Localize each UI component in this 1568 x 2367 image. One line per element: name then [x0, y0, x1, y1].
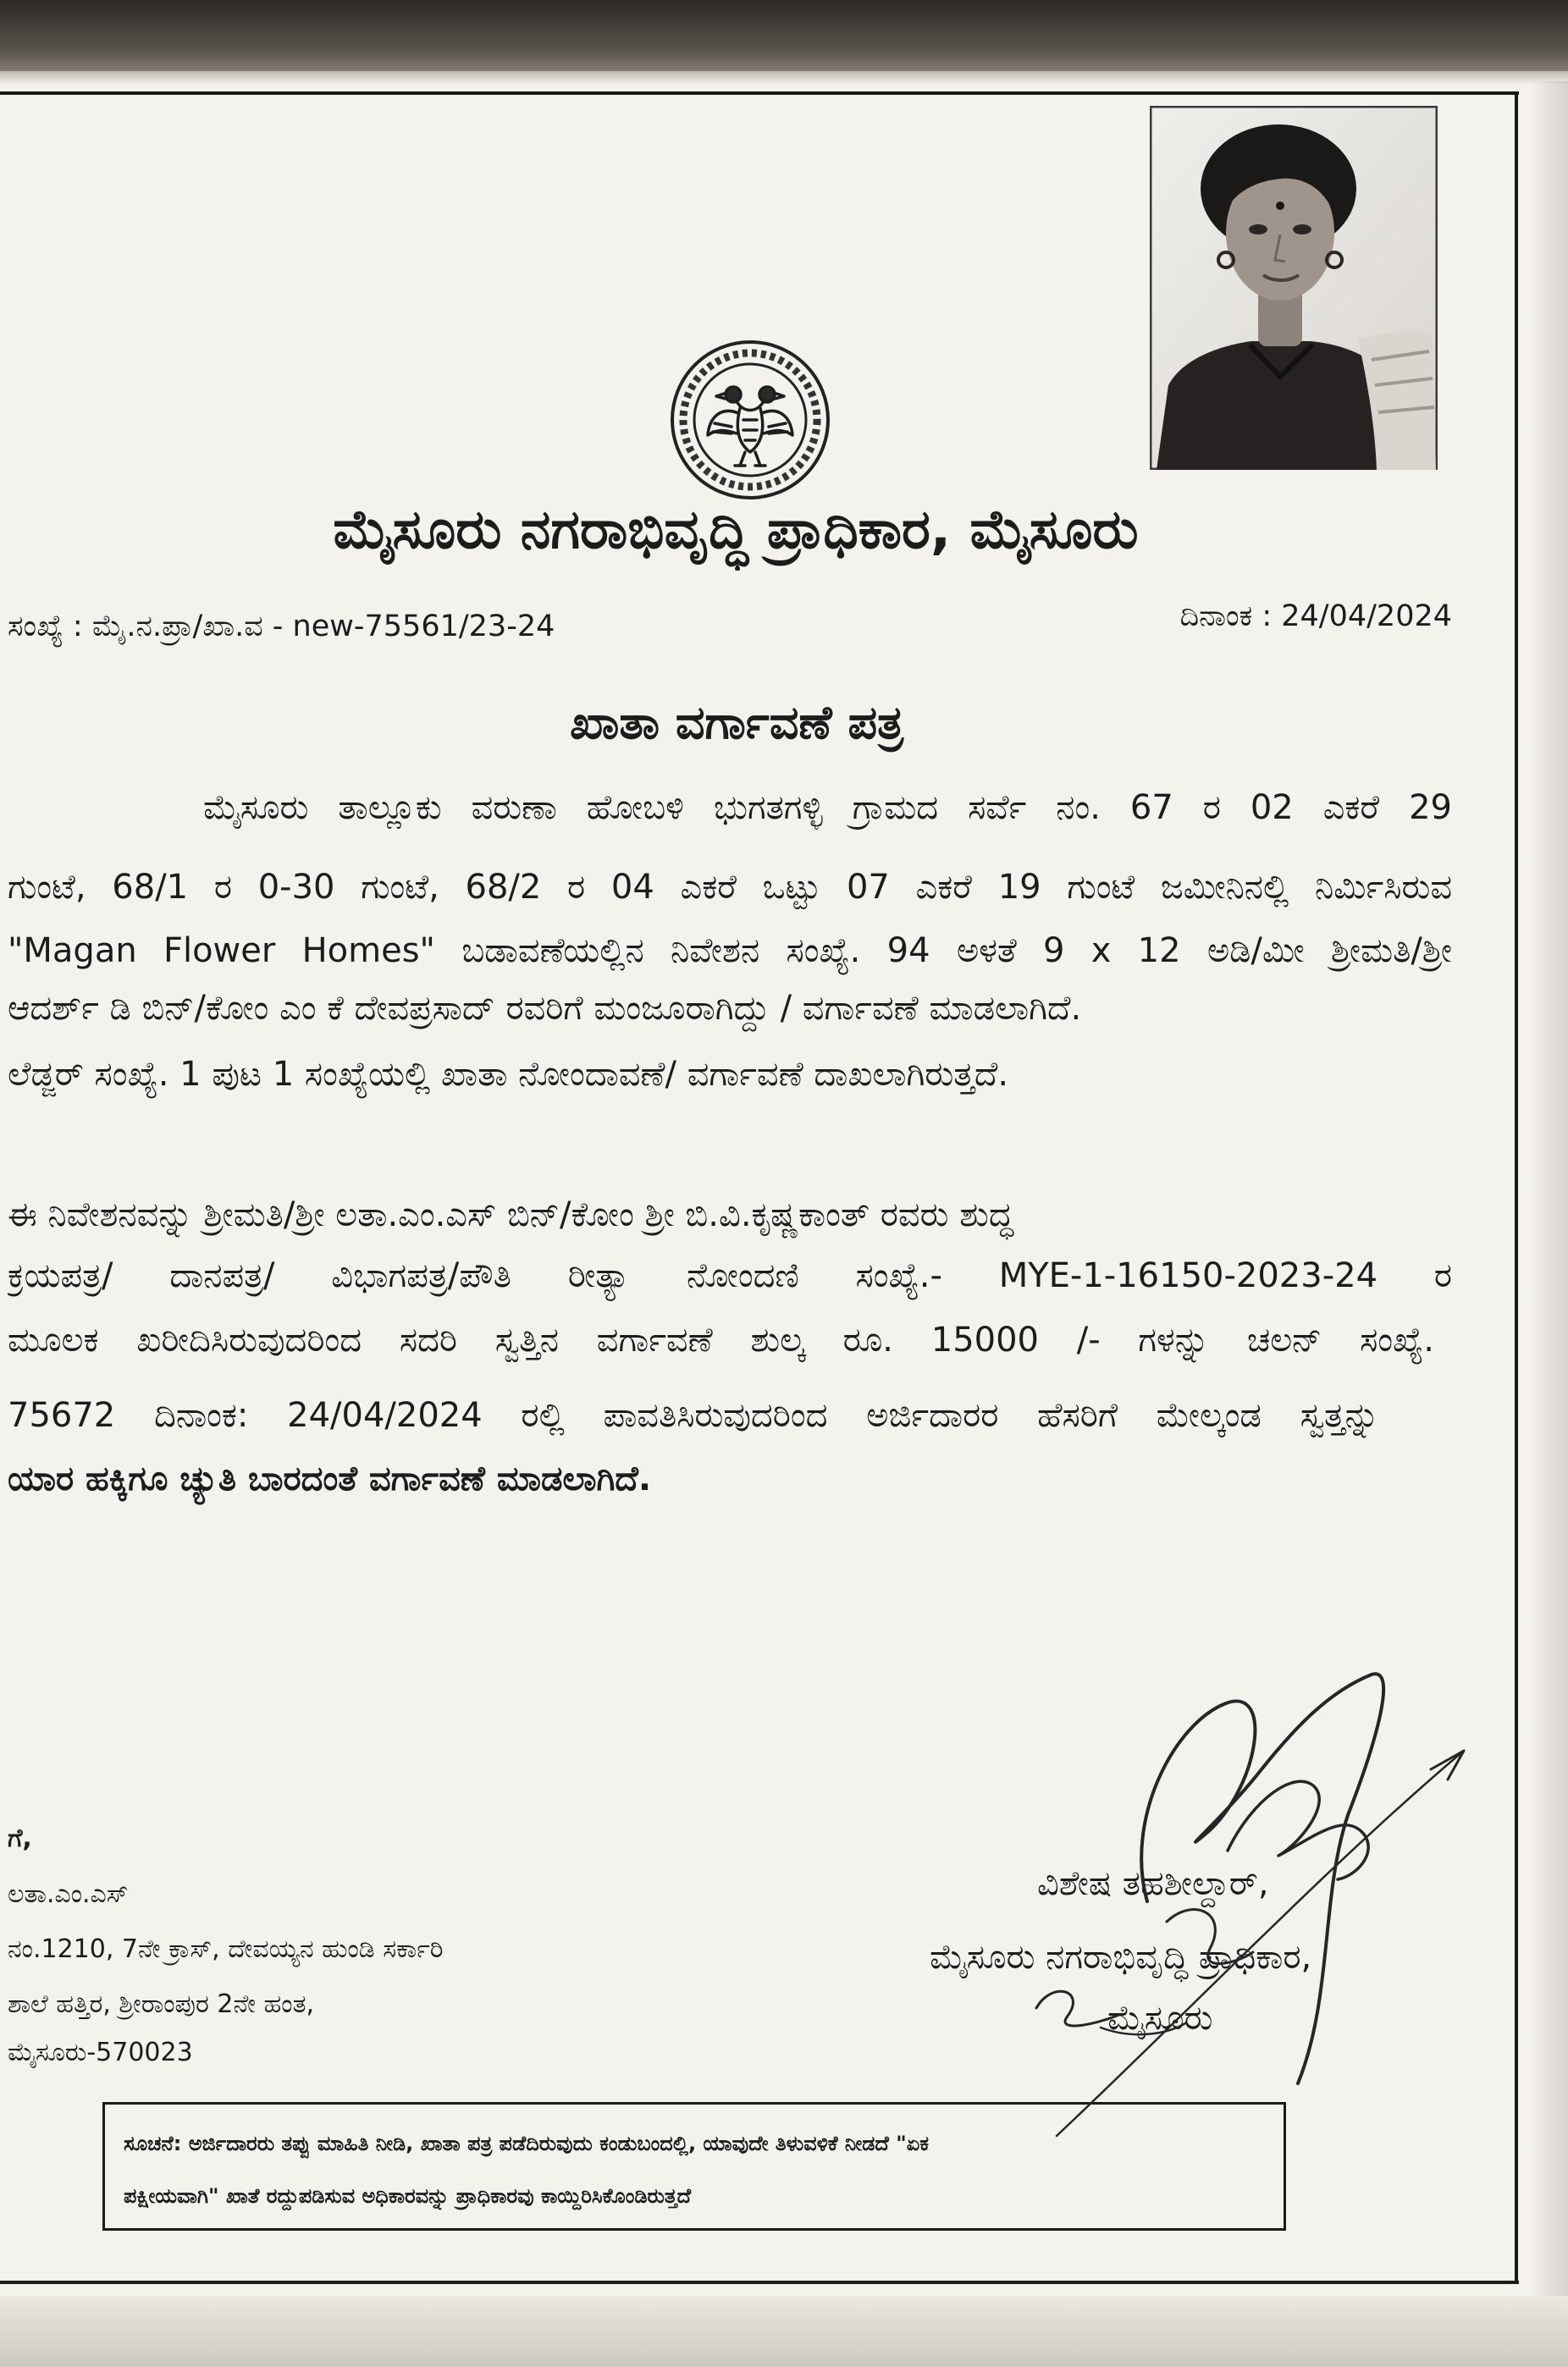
- signatory-designation: ವಿಶೇಷ ತಹಶೀಲ್ದಾರ್,: [1037, 1864, 1269, 1903]
- paragraph-1-line: ಲೆಡ್ಜರ್ ಸಂಖ್ಯೆ. 1 ಪುಟ 1 ಸಂಖ್ಯೆಯಲ್ಲಿ ಖಾತಾ ನೋಂದಾವಣೆ/ ವರ್ಗಾವಣೆ ದಾಖಲಾಗಿರುತ್ತದೆ.: [8, 1055, 1009, 1094]
- paper-bottom-shadow: [0, 2296, 1568, 2367]
- paper-right-shadow: [1529, 81, 1568, 2367]
- paper-top-edge: [0, 71, 1568, 85]
- frame-rule-bottom: [0, 2281, 1519, 2284]
- recipient-address-line: ಮೈಸೂರು-570023: [8, 2038, 193, 2067]
- paragraph-1-line: ಗುಂಟೆ, 68/1 ರ 0-30 ಗುಂಟೆ, 68/2 ರ 04 ಎಕರೆ ಒಟ್ಟು 07 ಎಕರೆ 19 ಗುಂಟೆ ಜಮೀನಿನಲ್ಲಿ ನಿರ್ಮಿಸಿರುವ: [8, 868, 1452, 907]
- reference-number: ಸಂಖ್ಯೆ : ಮೈ.ನ.ಪ್ರಾ/ಖಾ.ವ - new-75561/23-24: [8, 610, 555, 643]
- desk-background: [0, 0, 1568, 76]
- recipient-address-line: ಶಾಲೆ ಹತ್ತಿರ, ಶ್ರೀರಾಂಪುರ 2ನೇ ಹಂತ,: [8, 1989, 315, 2019]
- applicant-photo: [1150, 106, 1438, 470]
- recipient-name: ಲತಾ.ಎಂ.ಎಸ್: [8, 1879, 129, 1909]
- paragraph-1-line: "Magan Flower Homes" ಬಡಾವಣೆಯಲ್ಲಿನ ನಿವೇಶನ ಸಂಖ್ಯೆ. 94 ಅಳತೆ 9 x 12 ಅಡಿ/ಮೀ ಶ್ರೀಮತಿ/ಶ್ರೀ: [8, 931, 1452, 970]
- signatory-office: ಮೈಸೂರು ನಗರಾಭಿವೃದ್ಧಿ ಪ್ರಾಧಿಕಾರ,: [930, 1938, 1312, 1977]
- recipient-address-line: ನಂ.1210, 7ನೇ ಕ್ರಾಸ್, ದೇವಯ್ಯನ ಹುಂಡಿ ಸರ್ಕಾರಿ: [8, 1934, 444, 1964]
- paragraph-2-line: 75672 ದಿನಾಂಕ: 24/04/2024 ರಲ್ಲಿ ಪಾವತಿಸಿರುವುದರಿಂದ ಅರ್ಜಿದಾರರ ಹೆಸರಿಗೆ ಮೇಲ್ಕಂಡ ಸ್ವತ್ತನ್ನು: [8, 1396, 1379, 1435]
- frame-rule-top: [0, 91, 1519, 95]
- paragraph-1-line: ಮೈಸೂರು ತಾಲ್ಲೂಕು ವರುಣಾ ಹೋಬಳಿ ಭುಗತಗಳ್ಳಿ ಗ್ರಾಮದ ಸರ್ವೆ ನಂ. 67 ರ 02 ಎಕರೆ 29: [203, 788, 1452, 827]
- authority-title: ಮೈಸೂರು ನಗರಾಭಿವೃದ್ಧಿ ಪ್ರಾಧಿಕಾರ, ಮೈಸೂರು: [333, 499, 1139, 561]
- signatory-city: ಮೈಸೂರು: [1107, 1999, 1213, 2038]
- frame-rule-right: [1515, 91, 1518, 2284]
- paragraph-2-line: ಕ್ರಯಪತ್ರ/ ದಾನಪತ್ರ/ ವಿಭಾಗಪತ್ರ/ಪೌತಿ ರೀತ್ಯಾ ನೋಂದಣಿ ಸಂಖ್ಯೆ.- MYE-1-16150-2023-24 ರ: [8, 1256, 1452, 1295]
- authority-emblem: [665, 335, 835, 505]
- paragraph-2-line: ಈ ನಿವೇಶನವನ್ನು ಶ್ರೀಮತಿ/ಶ್ರೀ ಲತಾ.ಎಂ.ಎಸ್ ಬಿನ್/ಕೋಂ ಶ್ರೀ ಬಿ.ವಿ.ಕೃಷ್ಣಕಾಂತ್ ರವರು ಶುದ್ಧ: [8, 1195, 1013, 1234]
- recipient-salutation: ಗೆ,: [8, 1824, 32, 1853]
- notice-box: [102, 2102, 1286, 2231]
- notice-line: ಸೂಚನೆ: ಅರ್ಜಿದಾರರು ತಪ್ಪು ಮಾಹಿತಿ ನೀಡಿ, ಖಾತಾ ಪತ್ರ ಪಡೆದಿರುವುದು ಕಂಡುಬಂದಲ್ಲಿ, ಯಾವುದೇ ತಿಳುವಳಿಕೆ ನೀಡದೆ "ಏಕ: [124, 2132, 930, 2155]
- paragraph-2-line: ಯಾರ ಹಕ್ಕಿಗೂ ಚ್ಯುತಿ ಬಾರದಂತೆ ವರ್ಗಾವಣೆ ಮಾಡಲಾಗಿದೆ.: [8, 1459, 652, 1498]
- gandaberunda-seal-icon: [665, 335, 835, 505]
- applicant-photo-image: [1150, 106, 1438, 470]
- issue-date: ದಿನಾಂಕ : 24/04/2024: [1179, 599, 1452, 633]
- paragraph-2-line: ಮೂಲಕ ಖರೀದಿಸಿರುವುದರಿಂದ ಸದರಿ ಸ್ವತ್ತಿನ ವರ್ಗಾವಣೆ ಶುಲ್ಕ ರೂ. 15000 /- ಗಳನ್ನು ಚಲನ್ ಸಂಖ್ಯೆ.: [8, 1321, 1434, 1360]
- notice-line: ಪಕ್ಷೀಯವಾಗಿ" ಖಾತೆ ರದ್ದುಪಡಿಸುವ ಅಧಿಕಾರವನ್ನು ಪ್ರಾಧಿಕಾರವು ಕಾಯ್ದಿರಿಸಿಕೊಂಡಿರುತ್ತದೆ: [124, 2184, 692, 2208]
- document-title: ಖಾತಾ ವರ್ಗಾವಣೆ ಪತ್ರ: [569, 696, 904, 749]
- paragraph-1-line: ಆದರ್ಶ್ ಡಿ ಬಿನ್/ಕೋಂ ಎಂ ಕೆ ದೇವಪ್ರಸಾದ್ ರವರಿಗೆ ಮಂಜೂರಾಗಿದ್ದು / ವರ್ಗಾವಣೆ ಮಾಡಲಾಗಿದೆ.: [8, 989, 1082, 1028]
